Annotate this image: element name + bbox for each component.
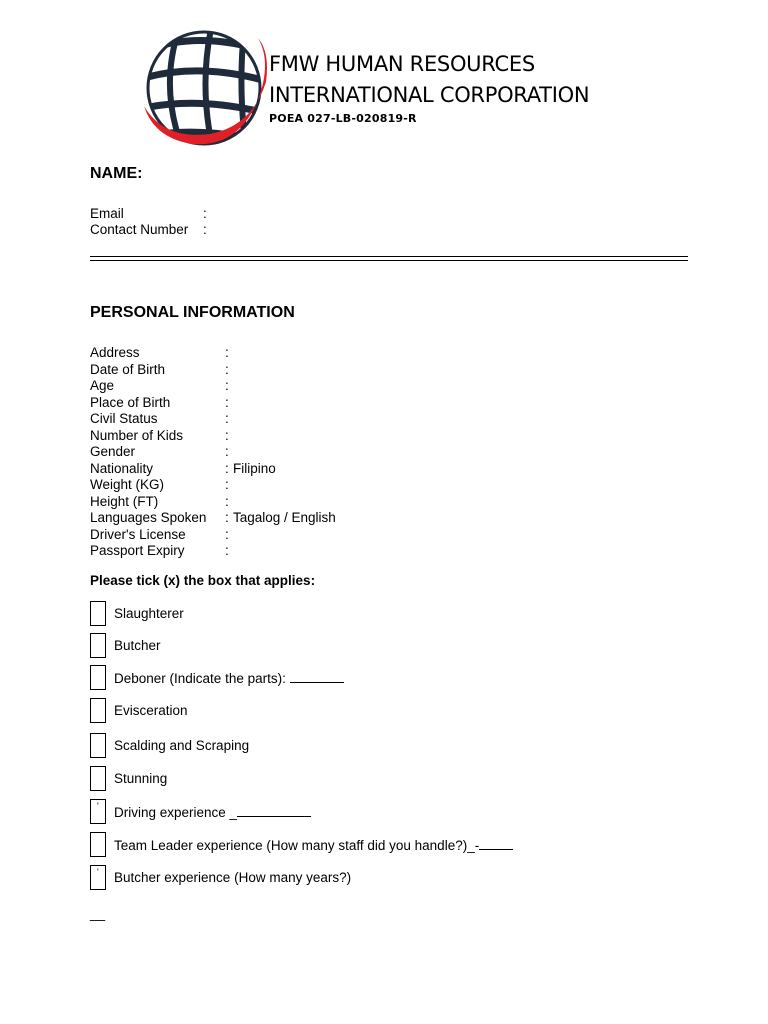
field-label: Age	[90, 378, 115, 393]
field-label: Date of Birth	[90, 361, 166, 377]
field-separator: :	[225, 477, 229, 492]
company-logo	[140, 22, 272, 156]
field-separator: :	[225, 378, 229, 393]
checkbox-mark: '	[97, 801, 99, 811]
option-text: Driving experience _	[114, 805, 238, 820]
option-label	[114, 837, 513, 853]
personal-field-row	[90, 444, 336, 461]
answer-blank[interactable]	[290, 670, 344, 683]
option-checkbox[interactable]	[90, 665, 106, 690]
personal-field-row	[90, 378, 336, 395]
option-text: Deboner (Indicate the parts):	[114, 671, 290, 686]
answer-blank[interactable]	[479, 837, 513, 850]
option-label	[114, 703, 188, 718]
company-name-line1: FMW HUMAN RESOURCES	[269, 52, 535, 76]
company-name-line2: INTERNATIONAL CORPORATION	[269, 83, 590, 107]
field-separator: :	[225, 543, 229, 558]
option-text: Butcher	[114, 638, 161, 653]
tick-instructions: Please tick (x) the box that applies:	[90, 573, 316, 588]
contact-number-row	[90, 222, 207, 238]
option-label	[114, 638, 161, 653]
option-checkbox[interactable]	[90, 832, 106, 857]
field-separator: :	[225, 493, 229, 509]
option-text: Team Leader experience (How many staff did you handle?)_	[114, 838, 475, 853]
field-separator: :	[203, 222, 207, 237]
field-label: Weight (KG)	[90, 477, 165, 492]
option-text: Slaughterer	[114, 606, 184, 621]
option-label	[114, 606, 184, 621]
option-checkbox[interactable]	[90, 733, 106, 758]
option-text: Scalding and Scraping	[114, 738, 250, 753]
field-separator: :	[203, 206, 207, 221]
answer-blank[interactable]	[237, 804, 311, 817]
option-checkbox[interactable]	[90, 865, 106, 890]
personal-field-row	[90, 494, 336, 511]
divider-top	[90, 256, 688, 257]
field-separator: :	[225, 444, 229, 459]
field-separator: :	[225, 411, 229, 426]
field-label: Number of Kids	[90, 427, 184, 443]
field-separator: :	[225, 345, 229, 360]
company-name	[269, 49, 589, 111]
field-label: Driver's License	[90, 526, 186, 542]
field-separator: :	[225, 394, 229, 410]
poea-license-number: POEA 027-LB-020819-R	[269, 112, 417, 125]
field-label: Nationality	[90, 460, 154, 476]
field-label: Passport Expiry	[90, 543, 185, 558]
personal-field-row	[90, 527, 336, 544]
field-value[interactable]: Tagalog / English	[233, 510, 336, 525]
option-checkbox[interactable]	[90, 633, 106, 658]
personal-information-fields	[90, 345, 336, 560]
field-label: Civil Status	[90, 411, 158, 426]
option-label	[114, 870, 351, 885]
field-separator: :	[225, 361, 229, 377]
field-separator: :	[225, 427, 229, 443]
option-checkbox[interactable]	[90, 766, 106, 791]
field-separator: :	[225, 526, 229, 542]
option-checkbox[interactable]	[90, 698, 106, 723]
option-suffix: -	[474, 838, 480, 853]
personal-field-row	[90, 428, 336, 445]
option-checkbox[interactable]	[90, 799, 106, 824]
field-label: Place of Birth	[90, 394, 171, 410]
field-label: Contact Number	[90, 222, 189, 237]
option-text: Stunning	[114, 771, 168, 786]
checkbox-mark: '	[97, 867, 99, 877]
personal-information-heading: PERSONAL INFORMATION	[90, 304, 295, 321]
field-label: Address	[90, 345, 140, 360]
field-label: Languages Spoken	[90, 510, 207, 525]
option-label	[114, 771, 167, 786]
field-value[interactable]: Filipino	[233, 460, 276, 476]
field-separator: :	[225, 460, 229, 476]
option-label	[114, 738, 249, 753]
trailing-line: __	[90, 906, 106, 921]
personal-field-row	[90, 461, 336, 478]
field-label: Email	[90, 206, 124, 221]
option-text: Evisceration	[114, 703, 188, 718]
personal-field-row	[90, 543, 336, 560]
field-separator: :	[225, 510, 229, 525]
personal-field-row	[90, 395, 336, 412]
name-heading: NAME:	[90, 165, 143, 182]
option-text: Butcher experience (How many years?)	[114, 870, 352, 885]
contact-fields	[90, 206, 207, 238]
divider-bottom	[90, 260, 688, 261]
personal-field-row	[90, 362, 336, 379]
field-label: Gender	[90, 444, 136, 459]
personal-field-row	[90, 510, 336, 527]
field-label: Height (FT)	[90, 493, 159, 509]
personal-field-row	[90, 345, 336, 362]
personal-field-row	[90, 411, 336, 428]
email-row	[90, 206, 207, 222]
option-label	[114, 670, 344, 686]
option-label	[114, 804, 311, 820]
personal-field-row	[90, 477, 336, 494]
option-checkbox[interactable]	[90, 601, 106, 626]
